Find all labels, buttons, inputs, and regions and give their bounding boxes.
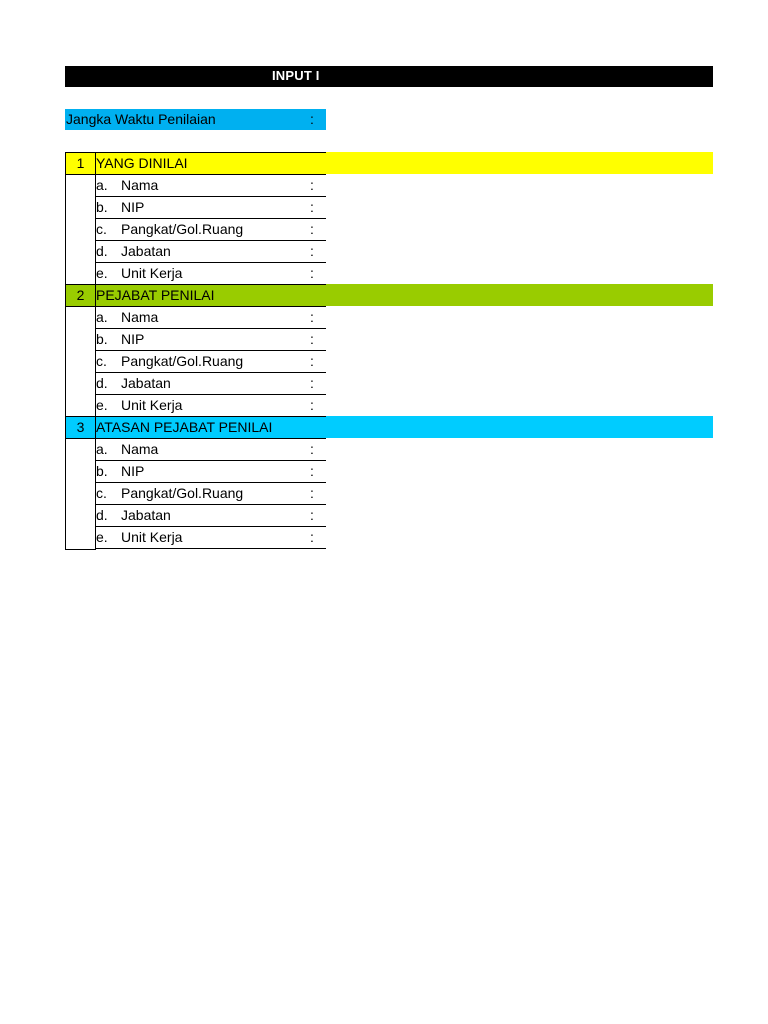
row-colon: :	[310, 199, 314, 215]
section-title: ATASAN PEJABAT PENILAI	[96, 416, 326, 438]
row-letter: e.	[96, 529, 108, 545]
section-number: 3	[65, 416, 96, 438]
section-header	[65, 284, 713, 306]
row-letter: a.	[96, 309, 108, 325]
row-colon: :	[310, 265, 314, 281]
row-label: Unit Kerja	[121, 265, 183, 281]
row-colon: :	[310, 309, 314, 325]
field-row-jabatan[interactable]	[96, 372, 326, 394]
field-row-jabatan[interactable]	[96, 504, 326, 526]
section-pejabat-penilai	[65, 284, 713, 416]
row-label: Pangkat/Gol.Ruang	[121, 485, 244, 501]
row-label: NIP	[121, 199, 145, 215]
row-label: Jabatan	[121, 243, 171, 259]
row-letter: b.	[96, 199, 108, 215]
row-label: Pangkat/Gol.Ruang	[121, 353, 244, 369]
row-label: Jabatan	[121, 507, 171, 523]
row-label: NIP	[121, 331, 145, 347]
field-row-unit-kerja[interactable]	[96, 262, 326, 284]
title-bar	[65, 66, 713, 87]
row-letter: d.	[96, 243, 108, 259]
form-sheet	[65, 66, 713, 545]
row-label: Unit Kerja	[121, 529, 183, 545]
field-row-nip[interactable]	[96, 328, 326, 350]
page-title: INPUT I	[272, 68, 320, 83]
row-colon: :	[310, 463, 314, 479]
row-letter: c.	[96, 353, 107, 369]
section-title: PEJABAT PENILAI	[96, 284, 326, 306]
field-row-unit-kerja[interactable]	[96, 394, 326, 416]
period-colon: :	[310, 111, 314, 127]
section-title: YANG DINILAI	[96, 152, 326, 174]
section-number: 1	[65, 152, 96, 174]
row-letter: c.	[96, 221, 107, 237]
field-row-pangkat[interactable]	[96, 350, 326, 372]
section-header	[65, 152, 713, 174]
period-row[interactable]	[65, 109, 326, 130]
row-label: Nama	[121, 441, 159, 457]
row-letter: e.	[96, 397, 108, 413]
row-colon: :	[310, 221, 314, 237]
row-letter: a.	[96, 441, 108, 457]
field-row-nip[interactable]	[96, 196, 326, 218]
row-label: Pangkat/Gol.Ruang	[121, 221, 244, 237]
field-row-pangkat[interactable]	[96, 482, 326, 504]
section-rows	[65, 438, 713, 549]
row-gutter	[65, 306, 96, 417]
field-row-nip[interactable]	[96, 460, 326, 482]
row-letter: c.	[96, 485, 107, 501]
row-colon: :	[310, 177, 314, 193]
row-colon: :	[310, 243, 314, 259]
section-atasan-pejabat-penilai	[65, 416, 713, 549]
row-gutter	[65, 174, 96, 285]
row-letter: b.	[96, 463, 108, 479]
field-row-pangkat[interactable]	[96, 218, 326, 240]
section-rows	[65, 174, 713, 284]
section-yang-dinilai	[65, 152, 713, 284]
row-colon: :	[310, 375, 314, 391]
row-label: NIP	[121, 463, 145, 479]
row-letter: d.	[96, 507, 108, 523]
row-colon: :	[310, 397, 314, 413]
section-number: 2	[65, 284, 96, 306]
period-label: Jangka Waktu Penilaian	[66, 111, 216, 127]
row-colon: :	[310, 441, 314, 457]
field-row-unit-kerja[interactable]	[96, 526, 326, 549]
row-label: Unit Kerja	[121, 397, 183, 413]
row-label: Nama	[121, 177, 159, 193]
row-letter: d.	[96, 375, 108, 391]
row-label: Nama	[121, 309, 159, 325]
section-rows	[65, 306, 713, 416]
row-colon: :	[310, 331, 314, 347]
row-label: Jabatan	[121, 375, 171, 391]
field-row-nama[interactable]	[96, 306, 326, 328]
field-row-nama[interactable]	[96, 438, 326, 460]
row-colon: :	[310, 353, 314, 369]
field-row-jabatan[interactable]	[96, 240, 326, 262]
section-header	[65, 416, 713, 438]
row-gutter	[65, 438, 96, 550]
field-row-nama[interactable]	[96, 174, 326, 196]
row-letter: e.	[96, 265, 108, 281]
row-colon: :	[310, 485, 314, 501]
row-colon: :	[310, 507, 314, 523]
row-colon: :	[310, 529, 314, 545]
row-letter: a.	[96, 177, 108, 193]
row-letter: b.	[96, 331, 108, 347]
